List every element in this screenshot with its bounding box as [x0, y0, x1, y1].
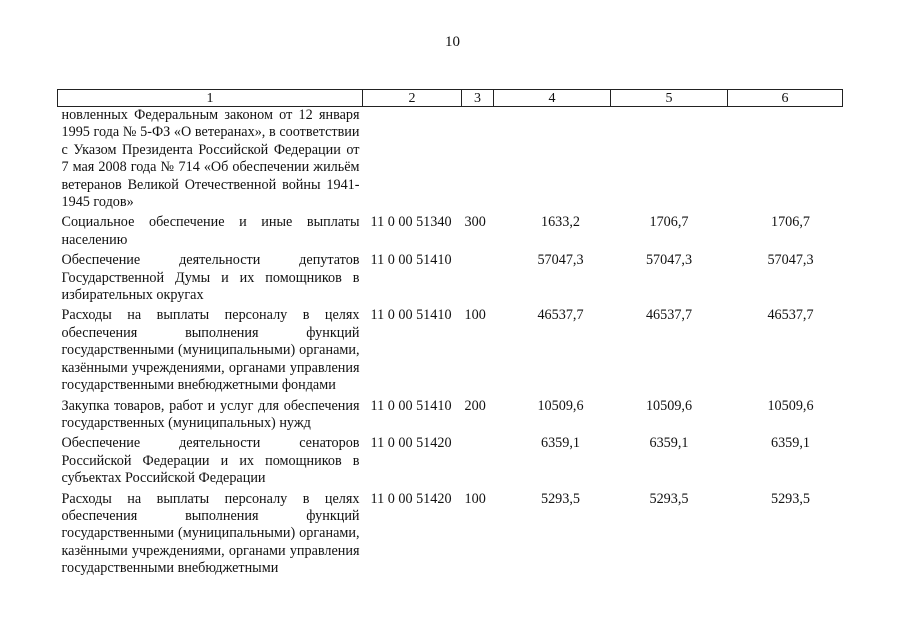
row-value-3: 10509,6 [767, 397, 814, 414]
row-type: 100 [464, 307, 486, 324]
column-header-2: 2 [363, 90, 462, 107]
row-value-3: 1706,7 [770, 214, 810, 231]
row-value-1: 57047,3 [537, 252, 584, 269]
row-type [462, 252, 494, 307]
row-value-1 [494, 107, 611, 215]
table-row [58, 398, 843, 436]
row-code: 11 0 00 51420 [370, 490, 452, 507]
page-number: 10 [445, 34, 460, 50]
row-value-3: 5293,5 [770, 490, 810, 507]
table-body [58, 107, 843, 578]
row-value-1: 1633,2 [540, 214, 580, 231]
row-code: 11 0 00 51420 [370, 435, 452, 452]
column-header-4: 4 [494, 90, 611, 107]
row-value-3: 57047,3 [767, 252, 814, 269]
table-row [58, 107, 843, 215]
table-row [58, 491, 843, 578]
column-header-6: 6 [728, 90, 843, 107]
row-value-1: 10509,6 [537, 397, 584, 414]
row-name: Социальное обеспечение и иные выплаты населению [61, 214, 360, 248]
column-header-1: 1 [58, 90, 363, 107]
row-value-2: 6359,1 [649, 435, 689, 452]
row-value-2: 10509,6 [645, 397, 693, 414]
row-value-2: 46537,7 [645, 307, 693, 324]
table-header [58, 90, 843, 107]
row-code [363, 107, 462, 215]
row-name: Расходы на выплаты персоналу в целях обеспечения выполнения функций государственными (муниципальными) органами, казёнными учреждениями, органами управления государственными внебюджетными [61, 490, 360, 577]
row-value-1: 46537,7 [537, 307, 584, 324]
row-value-2: 57047,3 [645, 252, 693, 269]
column-header-3: 3 [462, 90, 494, 107]
row-name: новленных Федеральным законом от 12 января 1995 года № 5-ФЗ «О ветеранах», в соответствии с Указом Президента Российской Федерации от 7 мая 2008 года № 714 «Об обеспечении жильём ветеранов Великой Отечественной войны 1941-1945 годов» [61, 107, 360, 211]
row-value-2 [611, 107, 728, 215]
row-type: 100 [464, 490, 486, 507]
row-value-1: 5293,5 [540, 490, 580, 507]
row-name: Обеспечение деятельности сенаторов Российской Федерации и их помощников в субъектах Российской Федерации [61, 435, 360, 487]
column-header-5: 5 [611, 90, 728, 107]
row-value-3: 6359,1 [770, 435, 810, 452]
table-row [58, 435, 843, 490]
row-name: Расходы на выплаты персоналу в целях обеспечения выполнения функций государственными (муниципальными) органами, казёнными учреждениями, органами управления государственными внебюджетными фондами [61, 307, 360, 394]
row-name: Закупка товаров, работ и услуг для обеспечения государственных (муниципальных) нужд [61, 397, 360, 431]
row-value-2: 5293,5 [649, 490, 689, 507]
row-value-1: 6359,1 [540, 435, 580, 452]
row-type [462, 107, 494, 215]
budget-table [57, 89, 843, 578]
header-row [58, 90, 843, 107]
row-code: 11 0 00 51410 [370, 397, 452, 414]
table-row [58, 252, 843, 307]
row-code: 11 0 00 51340 [370, 214, 452, 231]
row-name: Обеспечение деятельности депутатов Государственной Думы и их помощников в избирательных округах [61, 252, 360, 304]
row-value-3 [728, 107, 843, 215]
row-value-3: 46537,7 [767, 307, 814, 324]
row-value-2: 1706,7 [649, 214, 689, 231]
table-row [58, 214, 843, 252]
row-code: 11 0 00 51410 [370, 307, 452, 324]
row-code: 11 0 00 51410 [370, 252, 452, 269]
row-type: 200 [464, 397, 486, 414]
row-type [462, 435, 494, 490]
row-type: 300 [464, 214, 486, 231]
table-row [58, 307, 843, 397]
